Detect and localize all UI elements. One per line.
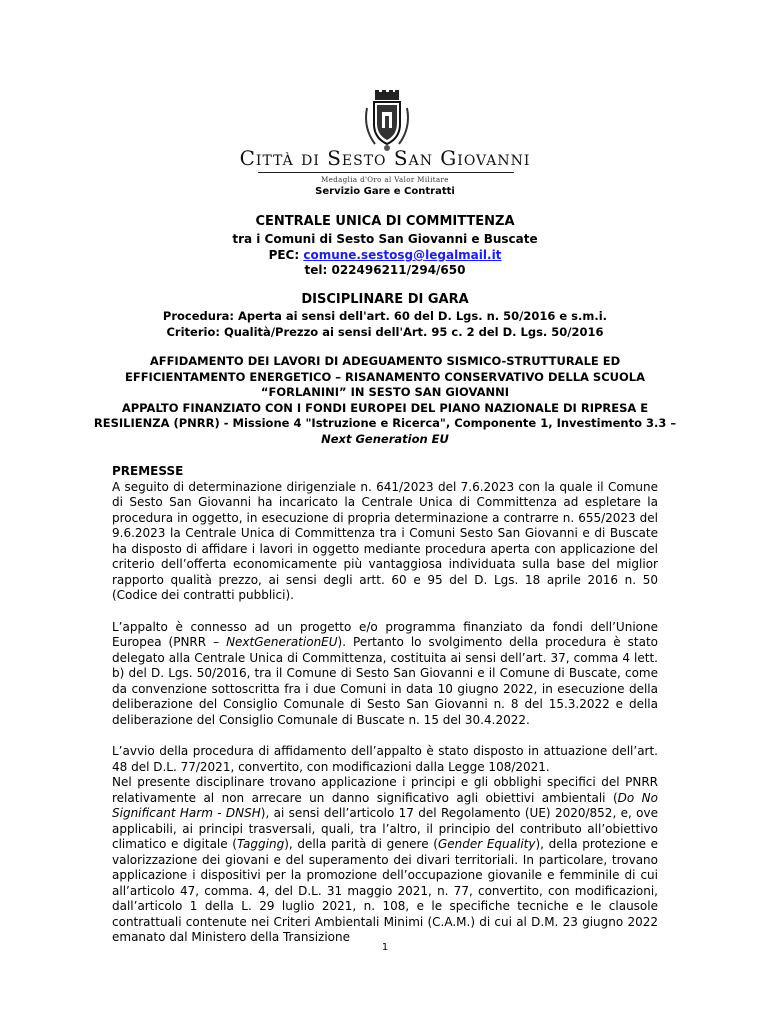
p4-text-a: Nel presente disciplinare trovano applicazione i principi e gli obblighi specifici del PNRR relativamente al non arrecare un danno significativo agli obiettivi ambientali ( [112,775,658,805]
p4-text-b: ), ai sensi dell’articolo 17 del Regolamento (UE) 2020/852, e, ove applicabili, ai principi trasversali, quali, tra l’altro, il principio del contributo all’obiettivo climatico e digitale ( [112,806,658,851]
p4-text-c: ), della parità di genere ( [284,837,438,851]
pec-email-link[interactable]: comune.sestosg@legalmail.it [303,248,502,262]
p4-emphasis-dnsh: Do No Significant Harm - DNSH [112,790,658,820]
disciplinare-title: DISCIPLINARE DI GARA [301,292,469,307]
object-line-6: Next Generation EU [321,431,449,446]
object-line-3: “FORLANINI” IN SESTO SAN GIOVANNI [260,385,510,399]
premesse-paragraph-1: A seguito di determinazione dirigenziale n. 641/2023 del 7.6.2023 con la quale il Comune di Sesto San Giovanni ha incaricato la Centrale Unica di Committenza ad espletare la procedura in oggetto, in esecuzione di propria determinazione a contrarre n. 655/2023 del 9.6.2023 la Centrale Unica di Committenza tra i Comuni Sesto San Giovanni e di Buscate ha disposto di affidare i lavori in oggetto mediante procedura aperta con applicazione del criterio dell’offerta economicamente più vantaggiosa individuata sulla base del miglior rapporto qualità prezzo, ai sensi degli artt. 60 e 95 del D. Lgs. 18 aprile 2016 n. 50 (Codice dei contratti pubblici). [112,479,658,602]
premesse-heading: PREMESSE [112,464,184,478]
p2-text-b: ). Pertanto lo svolgimento della procedura è stato delegato alla Centrale Unica di Committenza, costituita ai sensi dell’art. 37, comma 4 lett. b) del D. Lgs. 50/2016, tra il Comune di Sesto San Giovanni e il Comune di Buscate, come da convenzione sottoscritta fra i due Comuni in data 10 giugno 2022, in esecuzione della deliberazione del Consiglio Comunale di Sesto San Giovanni n. 8 del 15.3.2022 e della deliberazione del Consiglio Comunale di Buscate n. 15 del 30.4.2022. [112,635,658,727]
premesse-paragraph-3: L’avvio della procedura di affidamento dell’appalto è stato disposto in attuazione dell’art. 48 del D.L. 77/2021, convertito, con modificazioni dalla Legge 108/2021. [112,744,658,774]
p2-emphasis: NextGenerationEU [226,635,338,649]
pec-line [0,248,770,262]
service-name: Servizio Gare e Contratti [315,186,455,197]
telephone-line: tel: 022496211/294/650 [304,263,466,277]
object-block [0,354,770,447]
object-line-1: AFFIDAMENTO DEI LAVORI DI ADEGUAMENTO SISMICO-STRUTTURALE ED [149,354,621,368]
pec-label: PEC: [268,248,304,262]
premesse-paragraph-2 [112,620,658,729]
p4-emphasis-tagging: Tagging [236,837,285,851]
city-crest-logo [361,90,413,152]
page-number: 1 [381,942,389,953]
p4-text-d: ), della protezione e valorizzazione dei giovani e del superamento dei divari territoriali. In particolare, trovano applicazione i dispositivi per la promozione dell’occupazione giovanile e femminile di cui all’articolo 47, comma. 4, del D.L. 31 maggio 2021, n. 77, convertito, con modificazioni, dall’articolo 1 della L. 29 luglio 2021, n. 108, e le specifiche tecniche e le clausole contrattuali contenute nei Criteri Ambientali Minimi (C.A.M.) di cui al D.M. 23 giugno 2022 emanato dal Ministero della Transizione [112,837,658,944]
object-line-5: RESILIENZA (PNRR) - Missione 4 "Istruzione e Ricerca", Componente 1, Investimento 3.3 – [93,416,677,430]
city-name-title: Città di Sesto San Giovanni [239,146,531,170]
object-line-2: EFFICIENTAMENTO ENERGETICO – RISANAMENTO CONSERVATIVO DELLA SCUOLA [124,369,645,384]
criterio-line: Criterio: Qualità/Prezzo ai sensi dell'Art. 95 c. 2 del D. Lgs. 50/2016 [166,325,604,339]
p4-emphasis-gender: Gender Equality [437,837,536,851]
premesse-section [112,464,658,946]
committee-title: CENTRALE UNICA DI COMMITTENZA [255,214,515,229]
medal-subtitle: Medaglia d'Oro al Valor Militare [321,176,449,184]
procedura-line: Procedura: Aperta ai sensi dell'art. 60 del D. Lgs. n. 50/2016 e s.m.i. [162,309,608,323]
committee-between: tra i Comuni di Sesto San Giovanni e Buscate [232,232,538,246]
object-line-4: APPALTO FINANZIATO CON I FONDI EUROPEI DEL PIANO NAZIONALE DI RIPRESA E [121,400,649,415]
title-divider [258,172,514,173]
p2-text-a: L’appalto è connesso ad un progetto e/o programma finanziato da fondi dell’Unione Europea (PNRR – [112,619,658,649]
premesse-paragraph-4 [112,775,658,946]
